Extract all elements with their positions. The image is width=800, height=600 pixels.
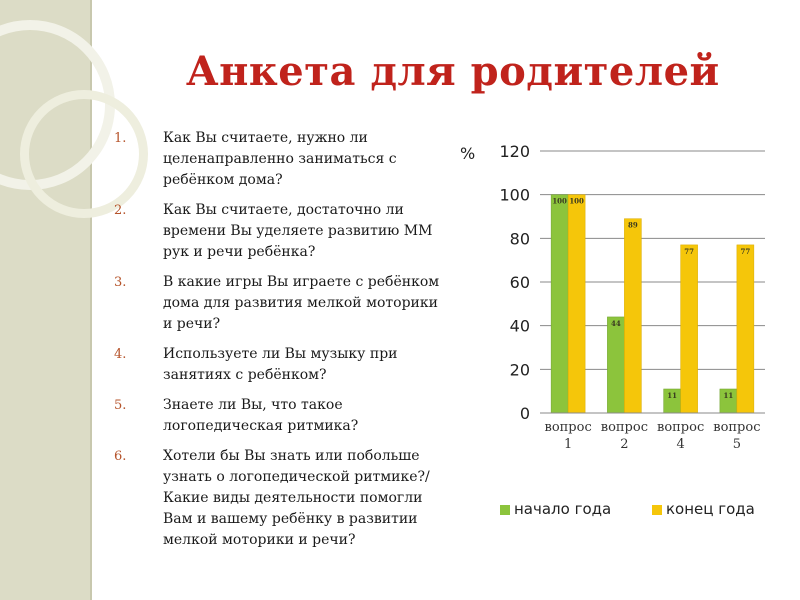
question-item [110, 200, 440, 263]
bar-end [737, 245, 754, 413]
y-tick-label: 40 [509, 316, 530, 336]
question-item [110, 272, 440, 335]
y-tick-label: 20 [509, 360, 530, 380]
question-item [110, 128, 440, 191]
slide-title: Анкета для родителей [186, 48, 720, 95]
y-axis-label: % [460, 144, 476, 163]
x-tick-label: вопрос [544, 420, 592, 435]
y-tick-label: 60 [509, 273, 530, 292]
question-number: 6. [114, 449, 127, 464]
data-label: 11 [667, 390, 677, 400]
y-tick-label: 100 [499, 185, 530, 205]
y-tick-label: 0 [519, 404, 530, 423]
question-text: Хотели бы Вы знать или побольше узнать о логопедической ритмике?/ Какие виды деятельности помогли Вам и вашему ребёнку в развитии мелкой моторики и речи? [163, 448, 430, 548]
legend-label-start: начало года [514, 500, 612, 518]
data-label: 44 [611, 318, 621, 328]
question-text: Знаете ли Вы, что такое логопедическая ритмика? [163, 397, 359, 434]
bar-start [607, 317, 624, 413]
x-tick-label: вопрос [600, 420, 648, 435]
bar-end [681, 245, 698, 413]
question-number: 5. [114, 398, 127, 413]
bar-chart [450, 135, 790, 465]
question-text: Как Вы считаете, нужно ли целенаправленно заниматься с ребёнком дома? [163, 130, 397, 188]
question-item [110, 395, 440, 437]
x-tick-label: 4 [676, 437, 685, 452]
question-text: Как Вы считаете, достаточно ли времени Вы уделяете развитию ММ рук и речи ребёнка? [163, 202, 433, 260]
question-number: 3. [114, 275, 127, 290]
data-label: 100 [569, 196, 584, 206]
data-label: 89 [628, 220, 638, 230]
data-label: 11 [723, 390, 734, 400]
question-list [110, 128, 440, 560]
x-tick-label: вопрос [657, 420, 705, 435]
data-label: 77 [740, 246, 751, 256]
question-number: 1. [114, 131, 127, 146]
x-tick-label: 2 [620, 437, 629, 452]
legend-item-start [500, 500, 611, 518]
data-label: 77 [684, 246, 694, 256]
bar-start [551, 195, 568, 413]
legend-swatch-end [652, 505, 662, 515]
question-item [110, 446, 440, 551]
bar-end [624, 219, 641, 413]
legend-label-end: конец года [666, 500, 755, 518]
chart-legend [500, 500, 790, 522]
question-item [110, 344, 440, 386]
question-text: В какие игры Вы играете с ребёнком дома для развития мелкой моторики и речи? [163, 274, 440, 332]
question-number: 4. [114, 347, 127, 362]
question-number: 2. [114, 203, 127, 218]
y-tick-label: 80 [509, 229, 530, 249]
x-tick-label: 1 [563, 437, 573, 452]
y-tick-label: 120 [499, 142, 530, 161]
x-tick-label: вопрос [713, 420, 761, 435]
question-text: Используете ли Вы музыку при занятиях с ребёнком? [163, 346, 398, 383]
legend-swatch-start [500, 505, 510, 515]
bar-end [568, 195, 585, 413]
data-label: 100 [552, 196, 567, 206]
legend-item-end [652, 500, 755, 518]
x-tick-label: 5 [732, 437, 742, 452]
